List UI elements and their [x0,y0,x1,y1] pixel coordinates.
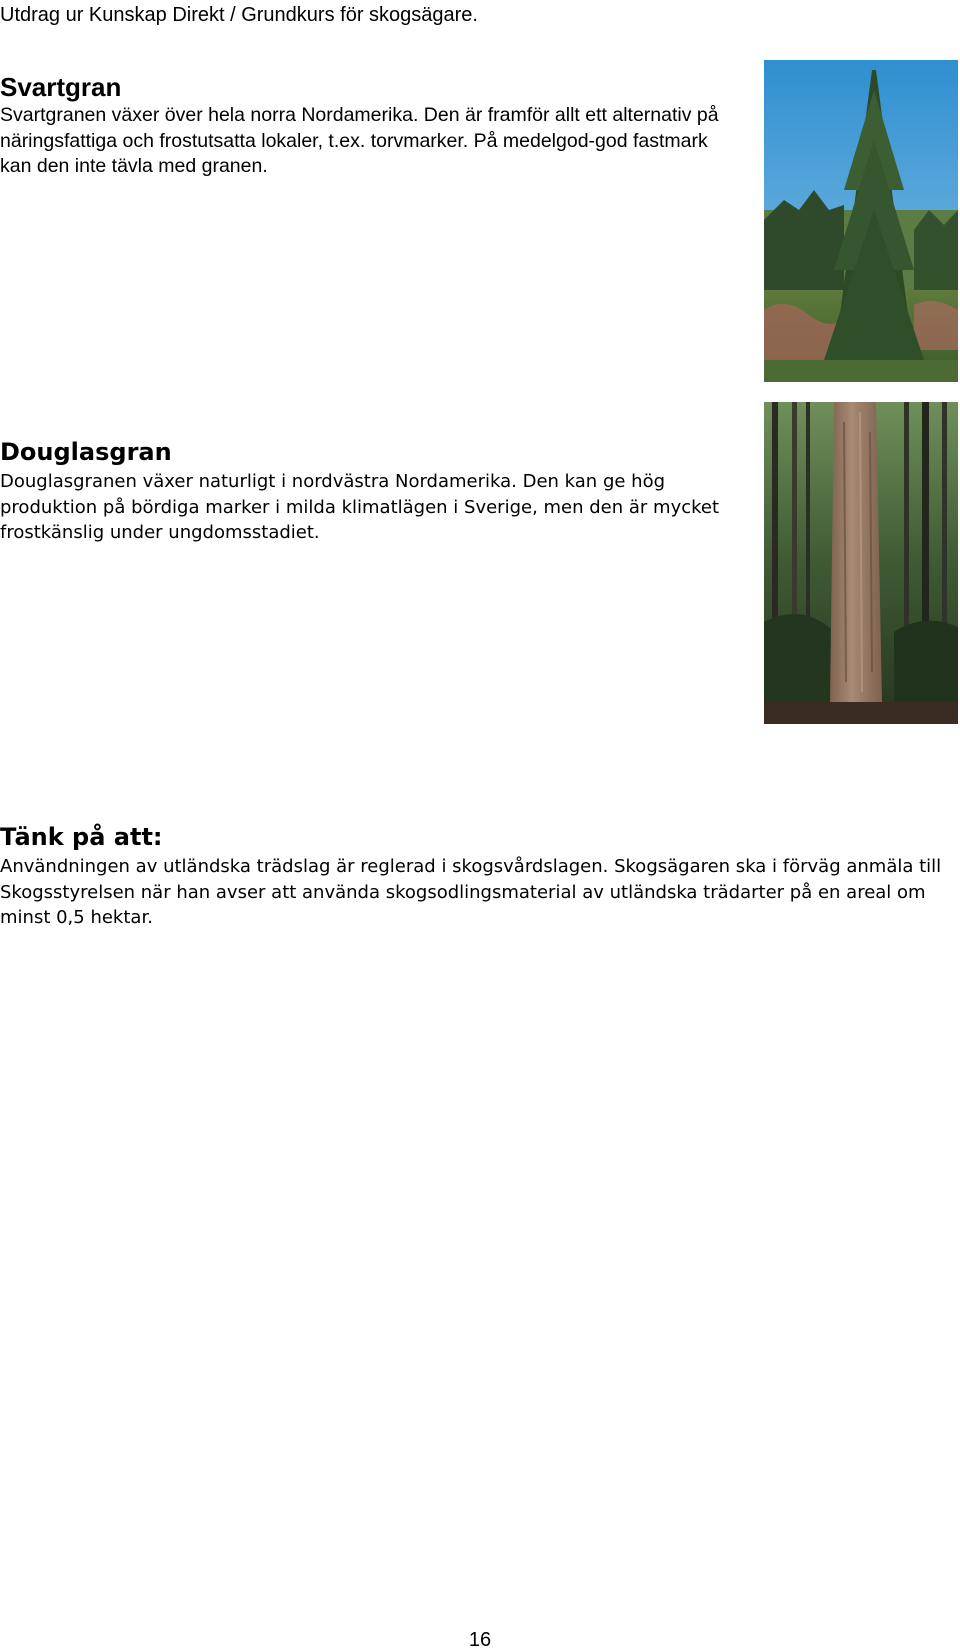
section-text-svartgran: Svartgranen växer över hela norra Nordamerika. Den är framför allt ett alternativ på näringsfattiga och frostutsatta lokaler, t.ex. torvmarker. På medelgod-god fastmark kan den inte tävla med granen. [0,104,719,177]
section-title-svartgran: Svartgran [0,72,122,102]
section-title-douglasgran: Douglasgran [0,438,172,466]
section-title-note: Tänk på att: [0,823,163,851]
black-spruce-photo-illustration [764,60,958,382]
running-header: Utdrag ur Kunskap Direkt / Grundkurs för skogsägare. [0,4,478,26]
douglas-fir-photo [764,402,958,724]
douglas-fir-photo-illustration [764,402,958,724]
black-spruce-photo [764,60,958,382]
page-number: 16 [468,1629,492,1651]
section-text-note: Användningen av utländska trädslag är reglerad i skogsvårdslagen. Skogsägaren ska i förväg anmäla till Skogsstyrelsen när han avser att använda skogsodlingsmaterial av utländska trädarter på en areal om minst 0,5 hektar. [0,856,942,928]
section-text-douglasgran: Douglasgranen växer naturligt i nordvästra Nordamerika. Den kan ge hög produktion på bördiga marker i milda klimatlägen i Sverige, men den är mycket frostkänslig under ungdomsstadiet. [0,471,720,543]
